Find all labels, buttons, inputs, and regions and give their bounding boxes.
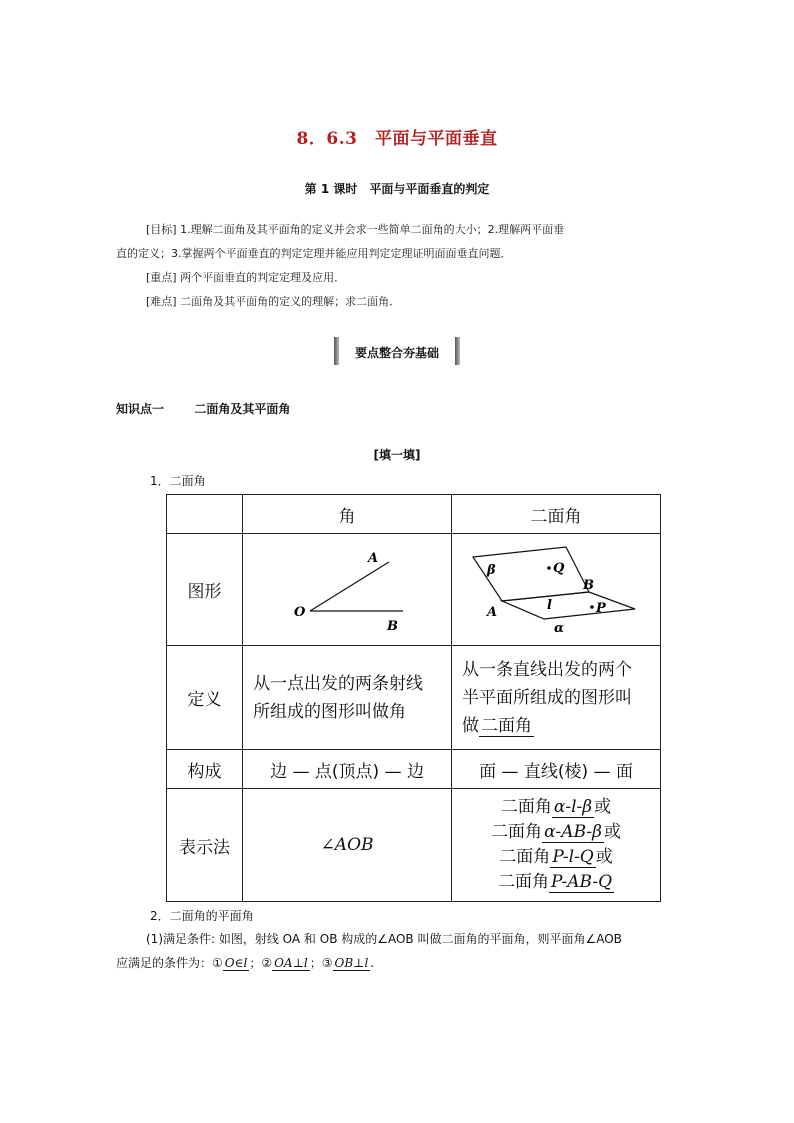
goal-paragraph-cont [116, 241, 716, 267]
angle-label-b: B [387, 619, 399, 634]
knowledge-point-text: 二面角及其平面角 [194, 402, 291, 416]
goal-text: 1.理解二面角及其平面角的定义并会求一些简单二面角的大小；2.理解两平面垂 [176, 223, 565, 236]
angle-notation-cell: ∠AOB [243, 789, 452, 902]
key-text: 两个平面垂直的判定定理及应用． [176, 271, 346, 284]
fill-in-label: [填一填] [373, 448, 421, 462]
angle-diagram [244, 534, 450, 640]
table-row-figure [167, 534, 661, 646]
angle-label-a: A [368, 551, 379, 566]
angle-def-line-2: 所组成的图形叫做角 [253, 701, 407, 722]
notation-prefix: 二面角 [499, 847, 551, 867]
knowledge-point-number: 知识点一 [116, 402, 165, 416]
angle-label-o: O [294, 605, 306, 620]
dihedral-label-q: Q [553, 561, 565, 576]
notation-blank: P-l-Q [552, 847, 594, 867]
header-angle: 角 [243, 495, 452, 534]
notation-suffix: 或 [594, 797, 612, 817]
dihedral-label-beta: β [487, 563, 496, 578]
knowledge-point-heading [116, 400, 290, 417]
table-row-notation [167, 789, 661, 902]
section-banner [334, 337, 460, 365]
goal-tag: [目标] [146, 223, 177, 236]
dihedral-figure-cell [452, 534, 661, 646]
notation-prefix: 二面角 [491, 822, 543, 842]
notation-suffix: 或 [603, 822, 621, 842]
notation-line-3 [452, 845, 660, 870]
conditions-sep-1: ；② [249, 956, 273, 970]
item-1-title: 1．二面角 [150, 474, 206, 488]
comparison-table [166, 494, 661, 902]
dihedral-notation-cell [452, 789, 661, 902]
notation-suffix: 或 [595, 847, 613, 867]
notation-line-1 [452, 795, 660, 820]
dihedral-def-line-1: 从一条直线出发的两个 [462, 659, 633, 680]
notation-blank: P-AB-Q [550, 872, 613, 892]
angle-def-line-1: 从一点出发的两条射线 [253, 673, 424, 694]
header-dihedral: 二面角 [452, 495, 661, 534]
key-tag: [重点] [146, 271, 177, 284]
conditions-end: . [370, 956, 375, 970]
dihedral-def-prefix: 做 [462, 715, 480, 736]
item-2-line-1: (1)满足条件: 如图，射线 OA 和 OB 构成的∠AOB 叫做二面角的平面角，则平面角∠AOB [146, 932, 622, 946]
goal-paragraph [146, 217, 706, 243]
conditions-prefix: 应满足的条件为：① [116, 956, 223, 970]
hard-tag: [难点] [146, 295, 177, 308]
difficulty-paragraph [146, 289, 706, 315]
page-title: 8．6.3 平面与平面垂直 [296, 129, 498, 149]
dihedral-def-line-2: 半平面所组成的图形叫 [462, 687, 633, 708]
dihedral-label-a: A [487, 605, 498, 620]
table-row-composition [167, 750, 661, 789]
condition-3: OB⊥l [334, 956, 369, 970]
table-row-definition [167, 646, 661, 750]
dihedral-def-blank: 二面角 [481, 715, 533, 736]
header-empty-cell [167, 495, 243, 534]
goal-text-2: 直的定义；3.掌握两个平面垂直的判定定理并能应用判定定理证明面面垂直问题． [116, 247, 512, 260]
notation-line-2 [452, 820, 660, 845]
notation-prefix: 二面角 [500, 797, 552, 817]
conditions-sep-2: ；③ [309, 956, 333, 970]
dihedral-composition-cell: 面 — 直线(棱) — 面 [452, 750, 661, 789]
item-2-line-2 [116, 951, 716, 975]
dihedral-definition-cell [452, 646, 661, 750]
notation-blank: α-l-β [553, 797, 593, 817]
angle-composition-cell: 边 — 点(顶点) — 边 [243, 750, 452, 789]
row-label-definition: 定义 [167, 646, 243, 750]
dihedral-def-line-3 [462, 712, 650, 740]
notation-prefix: 二面角 [497, 872, 549, 892]
row-label-composition: 构成 [167, 750, 243, 789]
table-header-row [167, 495, 661, 534]
hard-text: 二面角及其平面角的定义的理解；求二面角． [176, 295, 401, 308]
section-banner-label: 要点整合夯基础 [354, 346, 439, 360]
notation-blank: α-AB-β [544, 822, 602, 842]
dihedral-label-b: B [583, 578, 594, 593]
lesson-subtitle: 第 1 课时 平面与平面垂直的判定 [304, 182, 490, 196]
dihedral-label-p: P [596, 601, 606, 616]
dihedral-diagram [453, 534, 659, 640]
dihedral-label-alpha: α [554, 621, 565, 636]
condition-2: OA⊥l [274, 956, 308, 970]
notation-line-4 [452, 870, 660, 895]
item-2-title: 2．二面角的平面角 [150, 909, 254, 923]
row-label-figure: 图形 [167, 534, 243, 646]
condition-1: O∈l [224, 956, 248, 970]
angle-figure-cell [243, 534, 452, 646]
key-point-paragraph [146, 265, 706, 291]
angle-definition-cell [243, 646, 452, 750]
dihedral-label-l: l [547, 598, 552, 613]
row-label-notation: 表示法 [167, 789, 243, 902]
